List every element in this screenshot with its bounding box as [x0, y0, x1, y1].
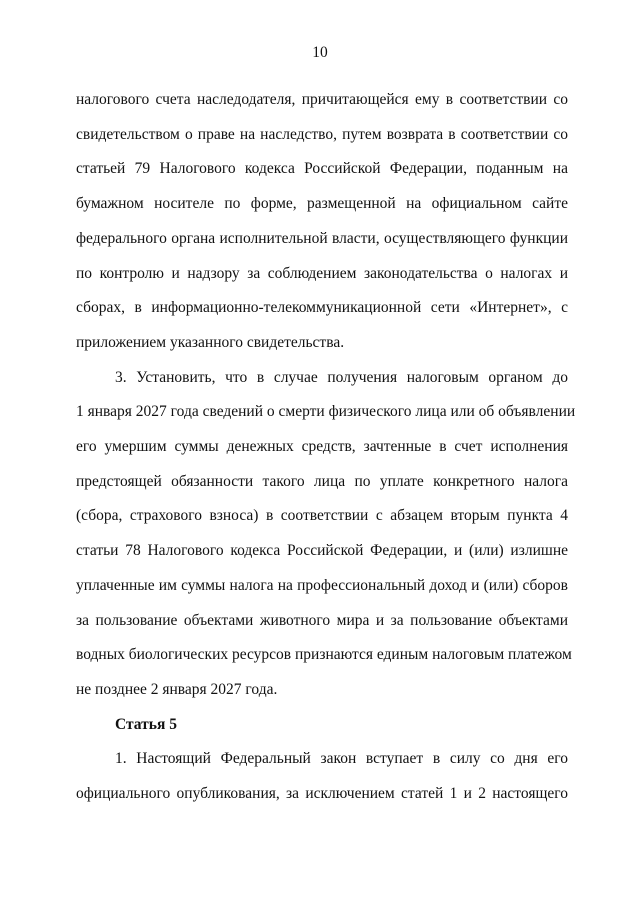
text-line: 3. Установить, что в случае получения налоговым органом до [115, 368, 568, 386]
paragraph-article-5-item-1 [76, 742, 568, 811]
document-body [76, 83, 576, 812]
text-line: (сбора, страхового взноса) в соответствии с абзацем вторым пункта 4 [76, 507, 568, 525]
text-line: по контролю и надзору за соблюдением законодательства о налогах и [76, 264, 568, 282]
text-line: статьей 79 Налогового кодекса Российской Федерации, поданным на [76, 160, 568, 178]
paragraph-continuation [76, 83, 568, 361]
text-line: уплаченные им суммы налога на профессиональный доход и (или) сборов [76, 576, 568, 594]
text-line: не позднее 2 января 2027 года. [76, 680, 278, 698]
text-line: предстоящей обязанности такого лица по уплате конкретного налога [76, 472, 568, 490]
text-line: свидетельством о праве на наследство, путем возврата в соответствии со [76, 125, 568, 143]
text-line: приложением указанного свидетельства. [76, 333, 345, 351]
article-heading: Статья 5 [115, 715, 177, 733]
text-line: статьи 78 Налогового кодекса Российской Федерации, и (или) излишне [76, 542, 568, 560]
text-line: водных биологических ресурсов признаются единым налоговым платежом [76, 646, 572, 664]
text-line: официального опубликования, за исключением статей 1 и 2 настоящего [76, 785, 568, 803]
text-line: его умершим суммы денежных средств, зачтенные в счет исполнения [76, 438, 568, 456]
text-line: бумажном носителе по форме, размещенной на официальном сайте [76, 195, 568, 213]
text-line: налогового счета наследодателя, причитающейся ему в соответствии со [76, 91, 568, 108]
text-line: 1. Настоящий Федеральный закон вступает в силу со дня его [115, 750, 568, 768]
page-number: 10 [312, 44, 328, 61]
text-line: сборах, в информационно-телекоммуникационной сети «Интернет», с [76, 299, 568, 317]
text-line: за пользование объектами животного мира и за пользование объектами [76, 611, 568, 629]
text-line: 1 января 2027 года сведений о смерти физического лица или об объявлении [76, 403, 576, 421]
text-line: федерального органа исполнительной власти, осуществляющего функции [76, 229, 568, 247]
paragraph-item-3 [76, 361, 576, 708]
